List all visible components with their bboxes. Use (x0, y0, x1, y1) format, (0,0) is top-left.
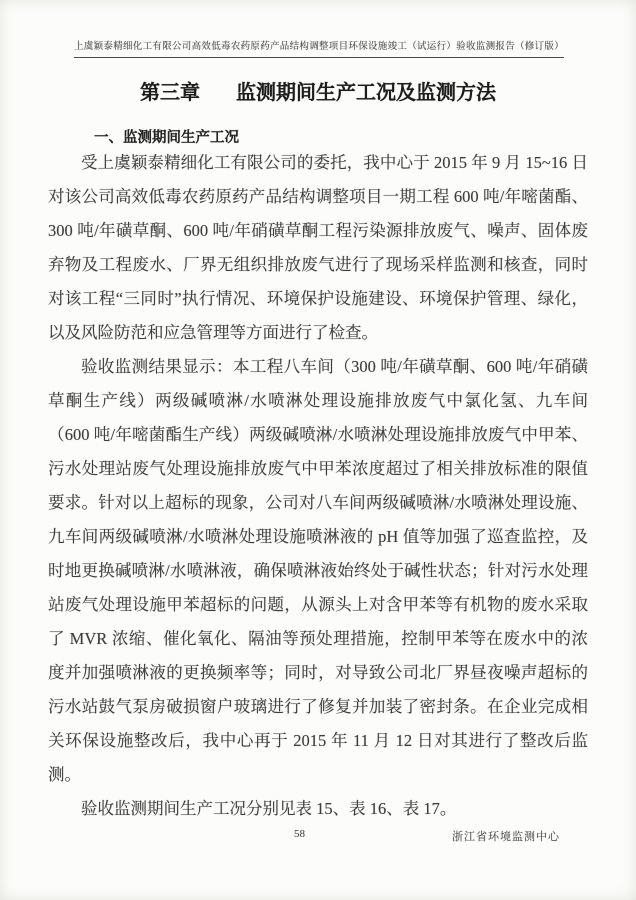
chapter-heading (0, 76, 636, 105)
body-text (48, 146, 588, 826)
chapter-title: 监测期间生产工况及监测方法 (236, 82, 496, 104)
section-heading: 一、监测期间生产工况 (94, 130, 239, 146)
running-header: 上虞颖泰精细化工有限公司高效低毒农药原药产品结构调整项目环保设施竣工（试运行）验收监测报告（修订版） (74, 38, 564, 58)
chapter-number: 第三章 (140, 82, 200, 104)
paragraph-1: 受上虞颖泰精细化工有限公司的委托，我中心于 2015 年 9 月 15~16 日对该公司高效低毒农药原药产品结构调整项目一期工程 600 吨/年嘧菌酯、300 吨/年磺草酮、600 吨/年硝磺草酮工程污染源排放废气、噪声、固体废弃物及工程废水、厂界无组织排放废气进行了现场采样监测和核查，同时对该工程“三同时”执行情况、环境保护设施建设、环境保护管理、绿化，以及风险防范和应急管理等方面进行了检查。 (48, 153, 588, 342)
paragraph-2: 验收监测结果显示：本工程八车间（300 吨/年磺草酮、600 吨/年硝磺草酮生产线）两级碱喷淋/水喷淋处理设施排放废气中氯化氢、九车间（600 吨/年嘧菌酯生产线）两级碱喷淋/水喷淋处理设施排放废气中甲苯、污水处理站废气处理设施排放废气中甲苯浓度超过了相关排放标准的限值要求。针对以上超标的现象，公司对八车间两级碱喷淋/水喷淋处理设施、九车间两级碱喷淋/水喷淋处理设施喷淋液的 pH 值等加强了巡查监控，及时地更换碱喷淋/水喷淋液，确保喷淋液始终处于碱性状态；针对污水处理站废气处理设施甲苯超标的问题，从源头上对含甲苯等有机物的废水采取了 MVR 浓缩、催化氧化、隔油等预处理措施，控制甲苯等在废水中的浓度并加强喷淋液的更换频率等；同时，对导致公司北厂界昼夜噪声超标的污水站鼓气泵房破损窗户玻璃进行了修复并加装了密封条。在企业完成相关环保设施整改后，我中心再于 2015 年 11 月 12 日对其进行了整改后监测。 (48, 357, 588, 784)
paragraph-3: 验收监测期间生产工况分别见表 15、表 16、表 17。 (81, 799, 457, 818)
page-footer (0, 828, 636, 848)
page-number: 58 (294, 828, 305, 840)
footer-organization: 浙江省环境监测中心 (452, 831, 560, 843)
